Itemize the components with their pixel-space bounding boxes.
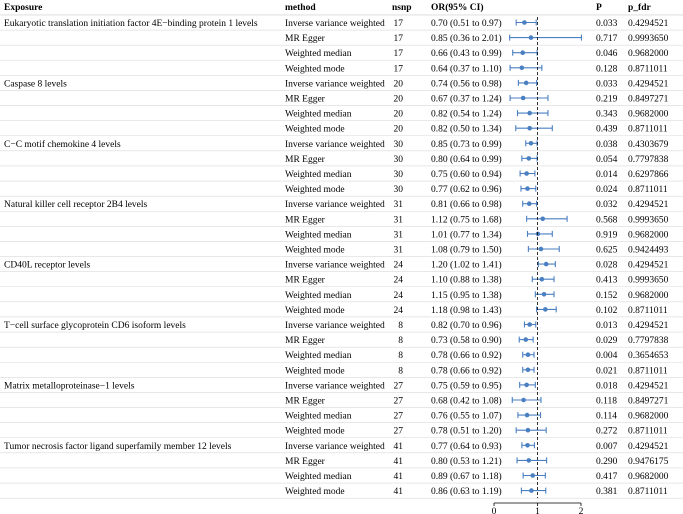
method-cell: Weighted median [285,472,352,482]
nsnp-cell: 17 [393,34,403,45]
or-ci-cell: 0.81 (0.66 to 0.98) [431,200,502,211]
or-ci-cell: 0.89 (0.67 to 1.18) [431,472,502,482]
or-point [529,488,534,493]
nsnp-cell: 41 [393,487,403,498]
method-cell: Weighted median [285,411,352,422]
p-value-cell: 0.439 [596,124,618,135]
method-cell: Weighted mode [285,426,345,437]
x-tick-label: 0 [491,507,497,514]
exposure-label: T−cell surface glycoprotein CD6 isoform levels [4,321,186,331]
nsnp-cell: 8 [398,351,403,362]
exposure-label: Matrix metalloproteinase−1 levels [4,381,135,392]
or-point [527,111,532,116]
exposure-label: Natural killer cell receptor 2B4 levels [4,200,148,211]
nsnp-cell: 30 [393,170,403,180]
or-point [540,277,545,282]
or-ci-cell: 0.77 (0.62 to 0.96) [431,185,502,196]
p-value-cell: 0.381 [596,487,618,498]
method-cell: MR Egger [285,215,325,226]
method-cell: MR Egger [285,34,325,45]
p-fdr-cell: 0.9993650 [628,34,669,45]
or-point [522,20,527,25]
p-value-cell: 0.013 [596,321,618,331]
nsnp-cell: 8 [398,366,403,377]
or-point [524,383,529,388]
nsnp-cell: 31 [393,215,403,226]
nsnp-cell: 31 [393,230,403,241]
or-point [540,217,545,222]
method-cell: Weighted mode [285,185,345,196]
method-cell: Inverse variance weighted [285,441,385,452]
method-cell: Inverse variance weighted [285,321,385,331]
p-fdr-cell: 0.9682000 [628,49,669,60]
nsnp-cell: 24 [393,260,403,271]
or-point [527,322,532,327]
p-fdr-cell: 0.4294521 [628,381,669,392]
nsnp-cell: 30 [393,185,403,196]
or-ci-cell: 0.70 (0.51 to 0.97) [431,19,502,29]
p-fdr-cell: 0.8711011 [628,305,668,316]
or-ci-cell: 0.75 (0.60 to 0.94) [431,170,502,180]
p-fdr-cell: 0.8711011 [628,487,668,498]
or-ci-cell: 0.76 (0.55 to 1.07) [431,411,502,422]
or-point [526,368,531,373]
header-exposure: Exposure [4,3,43,13]
p-fdr-cell: 0.8497271 [628,94,669,105]
p-value-cell: 0.568 [596,215,618,226]
p-value-cell: 0.343 [596,109,618,120]
p-value-cell: 0.919 [596,230,618,241]
p-value-cell: 0.152 [596,290,618,301]
nsnp-cell: 41 [393,472,403,482]
p-value-cell: 0.021 [596,366,618,377]
or-ci-cell: 0.85 (0.36 to 2.01) [431,34,502,45]
nsnp-cell: 20 [393,109,403,120]
or-point [526,352,531,357]
p-fdr-cell: 0.9682000 [628,109,669,120]
or-ci-cell: 0.68 (0.42 to 1.08) [431,396,502,407]
method-cell: Inverse variance weighted [285,260,385,271]
or-point [527,201,532,206]
p-value-cell: 0.128 [596,64,618,75]
or-ci-cell: 0.67 (0.37 to 1.24) [431,94,502,105]
or-ci-cell: 0.80 (0.53 to 1.21) [431,456,502,467]
nsnp-cell: 31 [393,200,403,211]
p-fdr-cell: 0.9424493 [628,245,669,256]
p-fdr-cell: 0.9682000 [628,290,669,301]
nsnp-cell: 8 [398,336,403,347]
method-cell: Inverse variance weighted [285,79,385,90]
p-value-cell: 0.038 [596,139,618,150]
method-cell: Weighted median [285,170,352,180]
or-point [544,262,549,267]
nsnp-cell: 17 [393,19,403,29]
or-ci-cell: 1.20 (1.02 to 1.41) [431,260,502,271]
or-point [520,50,525,55]
p-fdr-cell: 0.4294521 [628,200,669,211]
p-value-cell: 0.272 [596,426,618,437]
or-ci-cell: 1.15 (0.95 to 1.38) [431,290,502,301]
nsnp-cell: 20 [393,79,403,90]
header-nsnp: nsnp [392,3,412,13]
p-value-cell: 0.028 [596,260,618,271]
nsnp-cell: 24 [393,305,403,316]
p-fdr-cell: 0.9993650 [628,215,669,226]
method-cell: Inverse variance weighted [285,19,385,29]
p-value-cell: 0.032 [596,200,618,211]
nsnp-cell: 17 [393,64,403,75]
p-value-cell: 0.290 [596,456,618,467]
exposure-label: CD40L receptor levels [4,260,91,271]
p-value-cell: 0.024 [596,185,618,196]
p-fdr-cell: 0.6297866 [628,170,669,180]
method-cell: Weighted median [285,109,352,120]
p-value-cell: 0.417 [596,472,618,482]
p-value-cell: 0.413 [596,275,618,286]
p-value-cell: 0.219 [596,94,618,105]
table-header [4,2,651,13]
x-tick-label: 1 [535,507,540,514]
or-ci-cell: 0.74 (0.56 to 0.98) [431,79,502,90]
or-ci-cell: 0.64 (0.37 to 1.10) [431,64,502,75]
method-cell: MR Egger [285,456,325,467]
nsnp-cell: 41 [393,456,403,467]
p-value-cell: 0.029 [596,336,618,347]
or-ci-cell: 0.77 (0.64 to 0.93) [431,441,502,452]
method-cell: Weighted mode [285,245,345,256]
table-rows [4,18,669,497]
header-p: P [596,3,602,13]
nsnp-cell: 17 [393,49,403,60]
or-point [527,126,532,131]
method-cell: Weighted mode [285,487,345,498]
nsnp-cell: 30 [393,139,403,150]
or-ci-cell: 0.66 (0.43 to 0.99) [431,49,502,60]
p-fdr-cell: 0.9682000 [628,230,669,241]
method-cell: Weighted mode [285,305,345,316]
p-fdr-cell: 0.9993650 [628,275,669,286]
p-fdr-cell: 0.7797838 [628,154,669,165]
or-point [525,413,530,418]
p-value-cell: 0.007 [596,441,618,452]
or-point [539,247,544,252]
p-value-cell: 0.033 [596,79,618,90]
p-fdr-cell: 0.8711011 [628,366,668,377]
method-cell: MR Egger [285,396,325,407]
p-value-cell: 0.033 [596,19,618,29]
or-ci-cell: 1.12 (0.75 to 1.68) [431,215,502,226]
or-point [525,186,530,191]
p-fdr-cell: 0.4303679 [628,139,669,150]
nsnp-cell: 24 [393,290,403,301]
or-point [527,458,532,463]
method-cell: Weighted mode [285,124,345,135]
nsnp-cell: 27 [393,381,403,392]
exposure-label: Tumor necrosis factor ligand superfamily member 12 levels [4,441,232,452]
method-cell: MR Egger [285,154,325,165]
exposure-label: Eukaryotic translation initiation factor 4E−binding protein 1 levels [4,19,258,29]
or-ci-cell: 0.85 (0.73 to 0.99) [431,139,502,150]
or-point [543,307,548,312]
p-fdr-cell: 0.9476175 [628,456,669,467]
or-point [527,156,532,161]
p-value-cell: 0.018 [596,381,618,392]
p-fdr-cell: 0.8711011 [628,185,668,196]
nsnp-cell: 27 [393,396,403,407]
p-fdr-cell: 0.8711011 [628,64,668,75]
or-ci-cell: 0.82 (0.50 to 1.34) [431,124,502,135]
p-fdr-cell: 0.4294521 [628,260,669,271]
p-value-cell: 0.625 [596,245,618,256]
or-ci-cell: 0.78 (0.66 to 0.92) [431,351,502,362]
or-point [529,35,534,40]
header-or: OR(95% CI) [431,3,484,13]
nsnp-cell: 27 [393,426,403,437]
p-fdr-cell: 0.4294521 [628,321,669,331]
or-point [526,428,531,433]
p-value-cell: 0.014 [596,170,618,180]
or-point [536,232,541,237]
or-point [521,96,526,101]
or-point [529,141,534,146]
or-ci-cell: 1.01 (0.77 to 1.34) [431,230,502,241]
header-method: method [285,3,316,13]
method-cell: Weighted median [285,49,352,60]
p-value-cell: 0.004 [596,351,618,362]
method-cell: Inverse variance weighted [285,200,385,211]
method-cell: MR Egger [285,275,325,286]
or-point [521,398,526,403]
or-ci-cell: 0.82 (0.54 to 1.24) [431,109,502,120]
p-fdr-cell: 0.3654653 [628,351,669,362]
p-fdr-cell: 0.4294521 [628,441,669,452]
method-cell: MR Egger [285,336,325,347]
p-fdr-cell: 0.8497271 [628,396,669,407]
p-fdr-cell: 0.9682000 [628,411,669,422]
or-ci-cell: 1.18 (0.98 to 1.43) [431,305,502,316]
nsnp-cell: 20 [393,94,403,105]
nsnp-cell: 41 [393,441,403,452]
method-cell: Weighted median [285,230,352,241]
nsnp-cell: 30 [393,154,403,165]
method-cell: Weighted mode [285,366,345,377]
or-ci-cell: 0.78 (0.66 to 0.92) [431,366,502,377]
nsnp-cell: 8 [398,321,403,331]
or-ci-cell: 1.10 (0.88 to 1.38) [431,275,502,286]
p-fdr-cell: 0.8711011 [628,124,668,135]
method-cell: Inverse variance weighted [285,381,385,392]
p-fdr-cell: 0.4294521 [628,79,669,90]
forest-marks [510,17,582,498]
or-point [524,171,529,176]
method-cell: Weighted median [285,290,352,301]
or-point [520,66,525,71]
p-fdr-cell: 0.7797838 [628,336,669,347]
or-point [542,292,547,297]
or-point [530,473,535,478]
or-point [524,81,529,86]
or-ci-cell: 1.08 (0.79 to 1.50) [431,245,502,256]
or-ci-cell: 0.86 (0.63 to 1.19) [431,487,502,498]
p-fdr-cell: 0.4294521 [628,19,669,29]
method-cell: MR Egger [285,94,325,105]
p-fdr-cell: 0.9682000 [628,472,669,482]
or-ci-cell: 0.73 (0.58 to 0.90) [431,336,502,347]
or-ci-cell: 0.75 (0.59 to 0.95) [431,381,502,392]
method-cell: Inverse variance weighted [285,139,385,150]
p-value-cell: 0.054 [596,154,618,165]
nsnp-cell: 20 [393,124,403,135]
nsnp-cell: 24 [393,275,403,286]
p-value-cell: 0.118 [596,396,618,407]
or-point [525,443,530,448]
nsnp-cell: 27 [393,411,403,422]
p-value-cell: 0.046 [596,49,618,60]
or-ci-cell: 0.78 (0.51 to 1.20) [431,426,502,437]
p-value-cell: 0.114 [596,411,618,422]
or-ci-cell: 0.80 (0.64 to 0.99) [431,154,502,165]
exposure-label: Caspase 8 levels [4,79,67,90]
method-cell: Weighted mode [285,64,345,75]
p-fdr-cell: 0.8711011 [628,426,668,437]
x-tick-label: 2 [578,507,584,514]
x-axis [492,503,584,514]
nsnp-cell: 31 [393,245,403,256]
exposure-label: C−C motif chemokine 4 levels [4,139,121,150]
header-pfdr: p_fdr [628,3,651,13]
or-point [523,337,528,342]
method-cell: Weighted median [285,351,352,362]
p-value-cell: 0.717 [596,34,618,45]
or-ci-cell: 0.82 (0.70 to 0.96) [431,321,502,331]
p-value-cell: 0.102 [596,305,618,316]
